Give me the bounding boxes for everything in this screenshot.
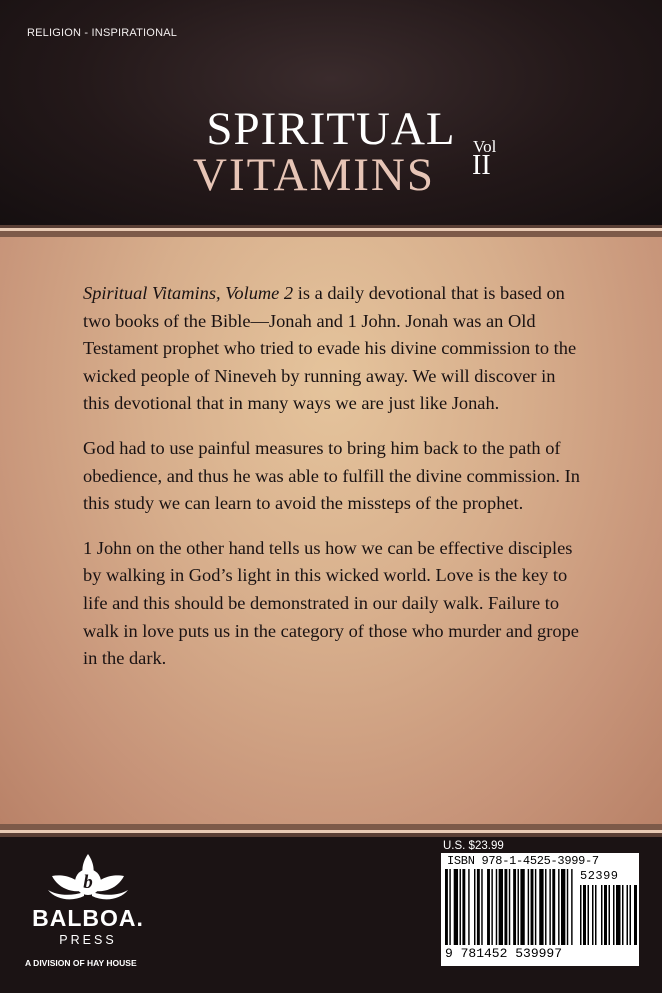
barcode-bar	[499, 869, 503, 945]
barcode-bar	[468, 869, 469, 945]
barcode-addon-bar	[595, 885, 597, 945]
description-paragraph-2: God had to use painful measures to bring him back to the path of obedience, and thus he was able to fulfill the divine commission. In this study we can learn to avoid the missteps of the prophet.	[83, 437, 580, 514]
description-paragraph-1	[83, 280, 583, 418]
barcode-bar	[531, 869, 534, 945]
barcode-bar	[561, 869, 565, 945]
publisher-division: A DIVISION OF HAY HOUSE	[25, 958, 137, 968]
barcode-bar	[487, 869, 490, 945]
barcode-addon-bar	[583, 885, 586, 945]
barcode-bar	[496, 869, 497, 945]
barcode-addon-bar	[634, 885, 637, 945]
category-label: RELIGION - INSPIRATIONAL	[27, 27, 178, 39]
barcode-bar	[518, 869, 519, 945]
barcode-digits: 9 781452 539997	[445, 946, 563, 961]
barcode-bar	[445, 869, 448, 945]
barcode-addon-bar	[613, 885, 615, 945]
barcode-bar	[477, 869, 480, 945]
volume-number: II	[472, 150, 491, 181]
publisher-subtitle: PRESS	[59, 933, 117, 947]
book-title-italic: Spiritual Vitamins, Volume 2	[83, 283, 294, 303]
barcode-addon-bar	[580, 885, 582, 945]
barcode-addon-bar	[622, 885, 624, 945]
publisher-name: BALBOA.	[32, 905, 144, 931]
price-code: 52399	[580, 869, 619, 883]
barcode-addon-bar	[601, 885, 603, 945]
barcode-bar	[504, 869, 507, 945]
barcode-bar	[520, 869, 524, 945]
title-spiritual: SPIRITUAL	[206, 103, 456, 155]
barcode-bar	[474, 869, 475, 945]
barcode-bar	[549, 869, 550, 945]
divider-stripe-bottom	[0, 824, 662, 837]
svg-text:b: b	[83, 872, 93, 893]
barcode-addon-bar	[630, 885, 632, 945]
barcode-addon-bar	[592, 885, 594, 945]
volume-label: Vol	[473, 137, 497, 156]
barcode-bar	[571, 869, 572, 945]
barcode-bar	[513, 869, 516, 945]
barcode-addon-bar	[604, 885, 607, 945]
barcode-bar	[545, 869, 546, 945]
barcode-bar	[539, 869, 543, 945]
barcode-bar	[481, 869, 482, 945]
barcode-bar	[454, 869, 458, 945]
barcode-bar	[509, 869, 510, 945]
title-vitamins: VITAMINS	[193, 149, 436, 201]
barcode-addon-bar	[588, 885, 590, 945]
barcode-bar	[528, 869, 529, 945]
book-description	[83, 280, 583, 690]
barcode-image	[443, 869, 637, 947]
barcode-addon-bar	[627, 885, 629, 945]
barcode-addon-bar	[616, 885, 621, 945]
barcode-bar	[491, 869, 492, 945]
description-paragraph-3: 1 John on the other hand tells us how we can be effective disciples by walking in God’s light in this wicked world. Love is the key to life and this should be demonstrated in our daily walk. Failure to walk in love puts us in the category of those who murder and grope in the dark.	[83, 537, 579, 669]
barcode-bar	[460, 869, 461, 945]
barcode-bar	[558, 869, 559, 945]
barcode-bar	[567, 869, 568, 945]
barcode-addon-bar	[609, 885, 611, 945]
barcode-bar	[449, 869, 450, 945]
price-label: U.S. $23.99	[443, 840, 504, 852]
isbn-label: ISBN 978-1-4525-3999-7	[447, 854, 599, 868]
divider-stripe-top	[0, 225, 662, 237]
barcode-bar	[462, 869, 465, 945]
description-paragraph-1-text: is a daily devotional that is based on two books of the Bible—Jonah and 1 John. Jonah was an Old Testament prophet who tried to evade his divine commission to the wicked people of Nineveh by running away. We will discover in this devotional that in many ways we are just like Jonah.	[83, 283, 577, 414]
barcode-bar	[535, 869, 536, 945]
lotus-b-icon	[44, 852, 132, 904]
barcode-bar	[552, 869, 555, 945]
